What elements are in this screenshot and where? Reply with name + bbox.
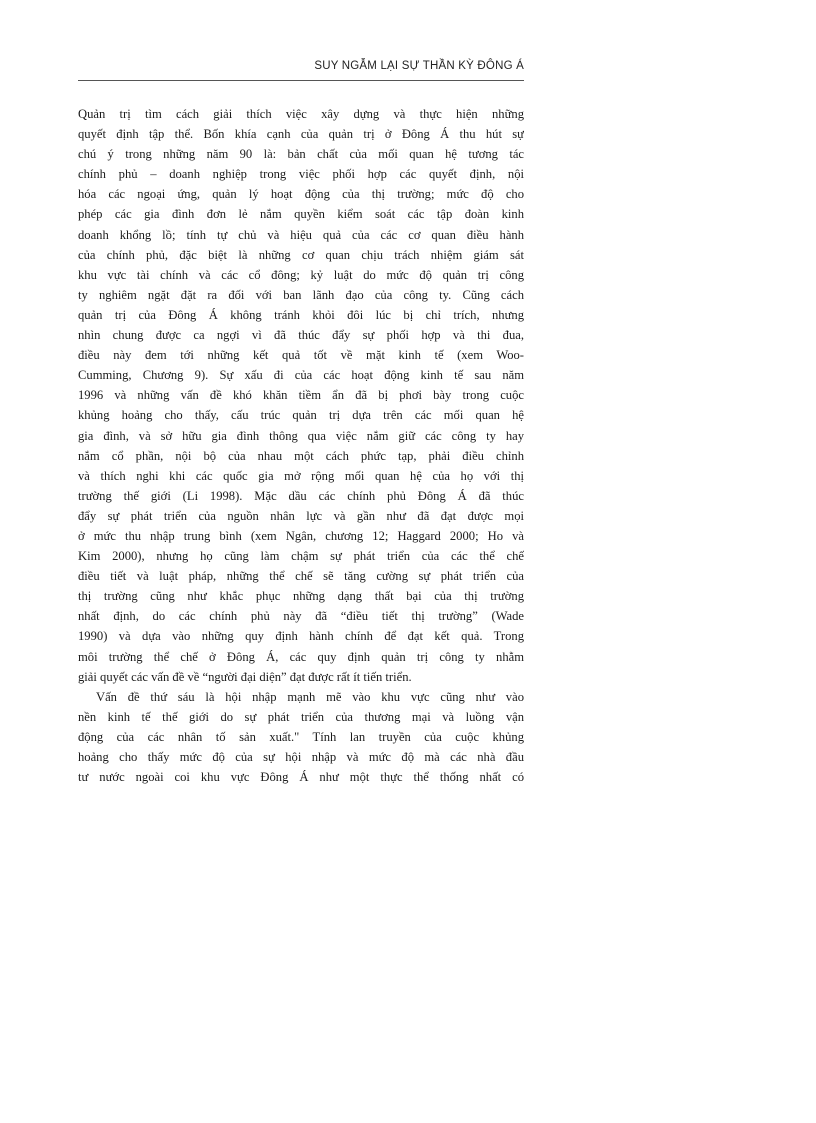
text-line: điều này đem tới những kết quả tốt về mặt kinh tế (xem Woo-	[78, 348, 524, 363]
text-line: đẩy sự phát triển của nguồn nhân lực và gần như đã đạt được mọi	[78, 508, 524, 523]
page-body	[78, 104, 524, 787]
text-line: doanh khổng lồ; tính tự chủ và hiệu quả của các cơ quan điều hành	[78, 227, 524, 242]
text-line: 1990) và dựa vào những quy định hành chính để đạt kết quả. Trong	[78, 629, 524, 644]
text-line: gia đình, và sở hữu gia đình thông qua việc nắm giữ các công ty hay	[78, 428, 524, 443]
text-line: giải quyết các vấn đề về “người đại diện” đạt được rất ít tiến triển.	[78, 669, 412, 684]
text-line: chính phủ – doanh nghiệp trong việc phối hợp các quyết định, nội	[78, 167, 524, 182]
text-line: ty nghiêm ngặt đặt ra đối với ban lãnh đạo của công ty. Cũng cách	[78, 287, 524, 302]
text-line: chú ý trong những năm 90 là: bản chất của mối quan hệ tương tác	[78, 147, 524, 162]
text-line: ở mức thu nhập trung bình (xem Ngân, chương 12; Haggard 2000; Ho và	[78, 528, 524, 543]
text-line: của chính phủ, đặc biệt là những cơ quan chịu trách nhiệm giám sát	[78, 247, 524, 262]
text-line: hóa các ngoại ứng, quản lý hoạt động của thị trường; mức độ cho	[78, 187, 524, 202]
running-header	[78, 60, 524, 72]
text-line: động của các nhân tố sản xuất." Tính lan truyền của cuộc khủng	[78, 729, 524, 744]
text-line: nắm cổ phần, nội bộ của nhau một cách phức tạp, phải điều chỉnh	[78, 448, 524, 463]
text-line: khu vực tài chính và các cổ đông; kỷ luật do mức độ quản trị công	[78, 267, 524, 282]
text-line: nền kinh tế thế giới do sự phát triển của thương mại và luồng vận	[78, 709, 524, 724]
text-line: Vấn đề thứ sáu là hội nhập mạnh mẽ vào khu vực cũng như vào	[96, 689, 524, 704]
running-header-title: SUY NGẪM LẠI SỰ THẦN KỲ ĐÔNG Á	[314, 60, 524, 72]
text-line: quyết định tập thể. Bốn khía cạnh của quản trị ở Đông Á thu hút sự	[78, 127, 524, 142]
text-line: Kim 2000), nhưng họ cũng làm chậm sự phát triển của các thể chế	[78, 549, 524, 564]
text-line: hoảng cho thấy mức độ của sự hội nhập và mức độ mà các nhà đầu	[78, 750, 524, 764]
text-line: trường thế giới (Li 1998). Mặc dầu các chính phủ Đông Á đã thúc	[78, 488, 524, 503]
text-line: Quản trị tìm cách giải thích việc xây dựng và thực hiện những	[78, 107, 524, 121]
text-line: khủng hoảng cho thấy, cấu trúc quản trị dựa trên các mối quan hệ	[78, 408, 524, 423]
text-line: nhất định, do các chính phủ này đã “điều tiết thị trường” (Wade	[78, 609, 524, 624]
text-line: môi trường thể chế ở Đông Á, các quy định quản trị công ty nhằm	[78, 649, 524, 664]
text-line: nhìn chung được ca ngợi vì đã thúc đẩy sự phối hợp và thi đua,	[78, 328, 524, 343]
text-line: Cumming, Chương 9). Sự xấu đi của các hoạt động kinh tế sau năm	[78, 368, 524, 383]
text-line: phép các gia đình đơn lẻ nắm quyền kiểm soát các tập đoàn kinh	[78, 207, 524, 222]
text-line: quản trị của Đông Á không tránh khỏi đôi lúc bị chỉ trích, nhưng	[78, 307, 524, 322]
text-line: 1996 và những vấn đề khó khăn tiềm ẩn đã bị phơi bày trong cuộc	[78, 388, 524, 403]
paragraph-1	[78, 104, 524, 687]
text-line: thị trường cũng như khắc phục những dạng thất bại của thị trường	[78, 589, 524, 604]
header-rule	[78, 80, 524, 81]
text-line: tư nước ngoài coi khu vực Đông Á như một thực thể thống nhất có	[78, 770, 524, 785]
text-line: điều tiết và luật pháp, những thể chế sẽ tăng cường sự phát triển của	[78, 569, 524, 584]
paragraph-2	[78, 687, 524, 787]
text-line: và thích nghi khi các quốc gia mở rộng mối quan hệ của họ với thị	[78, 468, 524, 483]
